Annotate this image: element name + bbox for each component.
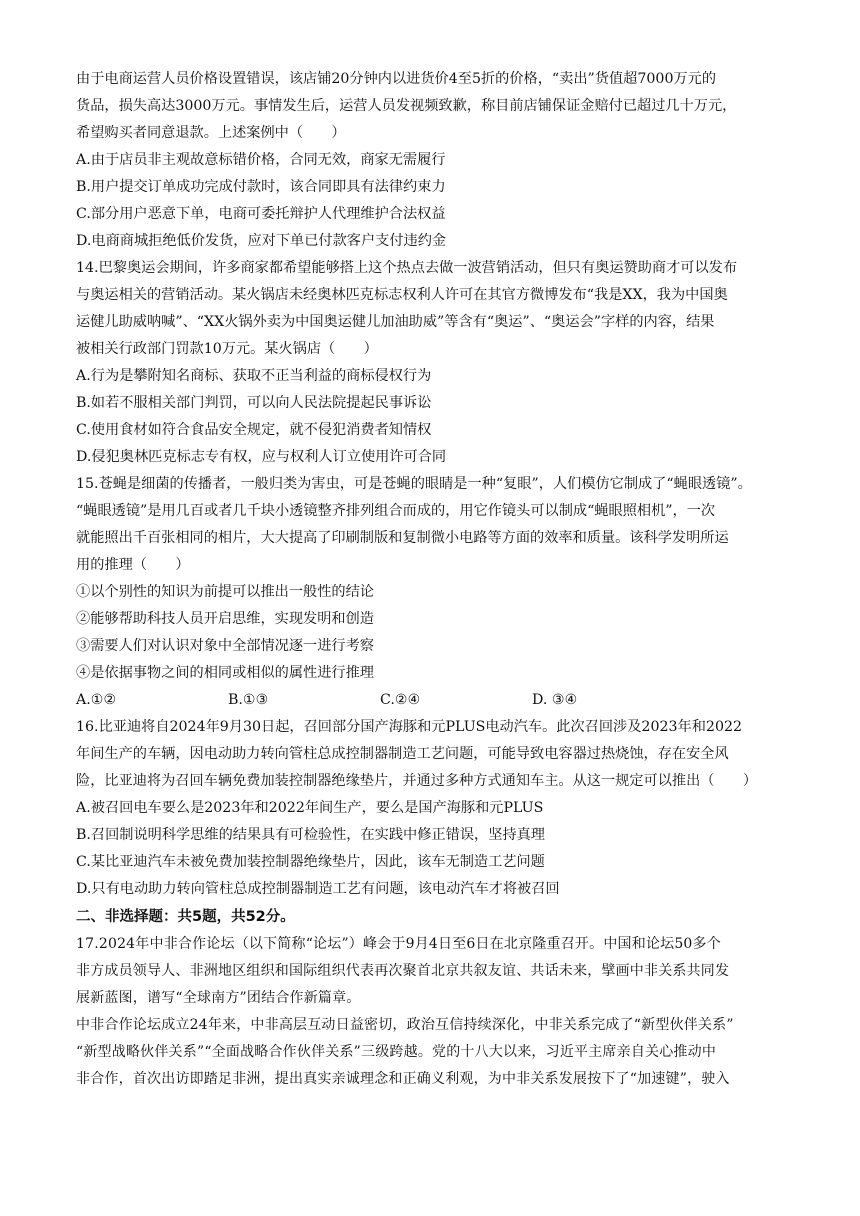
- option-d: D.侵犯奥林匹克标志专有权，应与权利人订立使用许可合同: [76, 449, 447, 465]
- question-15-stem: [76, 471, 788, 579]
- choice-row: [76, 687, 788, 714]
- question-13: [76, 66, 788, 255]
- text-line: 展新蓝图，谱写“全球南方”团结合作新篇章。: [76, 990, 361, 1006]
- statement-4: ④是依据事物之间的相同或相似的属性进行推理: [76, 665, 374, 681]
- option-b: B.召回制说明科学思维的结果具有可检验性，在实践中修正错误，坚持真理: [76, 827, 545, 843]
- choice-c: C.②④: [380, 692, 421, 708]
- text-line: 用的推理（ ）: [76, 557, 190, 573]
- text-line: 14.巴黎奥运会期间，许多商家都希望能够搭上这个热点去做一波营销活动，但只有奥运赞助商才可以发布: [76, 260, 738, 276]
- option-d: D.只有电动助力转向管柱总成控制器制造工艺有问题，该电动汽车才将被召回: [76, 881, 560, 897]
- text-line: 与奥运相关的营销活动。某火锅店未经奥林匹克标志权利人许可在其官方微博发布“我是XX，我为中国奥: [76, 287, 728, 303]
- text-line: 中非合作论坛成立24年来，中非高层互动日益密切，政治互信持续深化，中非关系完成了“新型伙伴关系”: [76, 1017, 734, 1033]
- option-a: A.被召回电车要么是2023年和2022年间生产，要么是国产海豚和元PLUS: [76, 800, 544, 816]
- text-line: 非合作，首次出访即踏足非洲，提出真实亲诚理念和正确义利观，为中非关系发展按下了“加速键”，驶入: [76, 1071, 730, 1087]
- question-17-stem: [76, 931, 788, 1012]
- choice-d: D. ③④: [532, 692, 578, 708]
- question-17-material: [76, 1012, 788, 1093]
- option-c: C.使用食材如符合食品安全规定，就不侵犯消费者知情权: [76, 422, 432, 438]
- choice-b: B.①③: [228, 692, 269, 708]
- text-line: “蝇眼透镜”是用几百或者几千块小透镜整齐排列组合而成的，用它作镜头可以制成“蝇眼照相机”，一次: [76, 503, 716, 519]
- question-13-stem: [76, 66, 788, 147]
- section-heading: 二、非选择题：共5题，共52分。: [76, 909, 295, 925]
- text-line: 运健儿助威呐喊”、“XX火锅外卖为中国奥运健儿加油助威”等含有“奥运”、“奥运会”字样的内容，结果: [76, 314, 715, 330]
- option-b: B.如若不服相关部门判罚，可以向人民法院提起民事诉讼: [76, 395, 432, 411]
- option-c: C.某比亚迪汽车未被免费加装控制器绝缘垫片，因此，该车无制造工艺问题: [76, 854, 545, 870]
- text-line: 16.比亚迪将自2024年9月30日起，召回部分国产海豚和元PLUS电动汽车。此次召回涉及2023年和2022: [76, 719, 743, 735]
- option-b: B.用户提交订单成功完成付款时，该合同即具有法律约束力: [76, 179, 446, 195]
- text-line: 险，比亚迪将为召回车辆免费加装控制器绝缘垫片，并通过多种方式通知车主。从这一规定可以推出（ ）: [76, 773, 758, 789]
- question-14-stem: [76, 255, 788, 363]
- text-line: 17.2024年中非合作论坛（以下简称“论坛”）峰会于9月4日至6日在北京隆重召开。中国和论坛50多个: [76, 936, 721, 952]
- text-line: 被相关行政部门罚款10万元。某火锅店（ ）: [76, 341, 378, 357]
- question-14: [76, 255, 788, 471]
- text-line: 就能照出千百张相同的相片，大大提高了印刷制版和复制微小电路等方面的效率和质量。该科学发明所运: [76, 530, 729, 546]
- text-line: 15.苍蝇是细菌的传播者，一般归类为害虫，可是苍蝇的眼睛是一种“复眼”，人们模仿它制成了“蝇眼透镜”。: [76, 476, 752, 492]
- statement-3: ③需要人们对认识对象中全部情况逐一进行考察: [76, 638, 374, 654]
- question-17: [76, 931, 788, 1093]
- question-16-stem: [76, 714, 788, 795]
- text-line: 年间生产的车辆，因电动助力转向管柱总成控制器制造工艺问题，可能导致电容器过热烧蚀，存在安全风: [76, 746, 729, 762]
- option-a: A.由于店员非主观故意标错价格，合同无效，商家无需履行: [76, 152, 446, 168]
- text-line: 希望购买者同意退款。上述案例中（ ）: [76, 125, 346, 141]
- statement-1: ①以个别性的知识为前提可以推出一般性的结论: [76, 584, 374, 600]
- option-d: D.电商商城拒绝低价发货，应对下单已付款客户支付违约金: [76, 233, 447, 249]
- question-15: [76, 471, 788, 714]
- document-page: [76, 66, 788, 1093]
- option-c: C.部分用户恶意下单，电商可委托辩护人代理维护合法权益: [76, 206, 446, 222]
- question-16: [76, 714, 788, 903]
- option-a: A.行为是攀附知名商标、获取不正当利益的商标侵权行为: [76, 368, 432, 384]
- text-line: 货品，损失高达3000万元。事情发生后，运营人员发视频致歉，称目前店铺保证金赔付已超过几十万元，: [76, 98, 737, 114]
- text-line: 非方成员领导人、非洲地区组织和国际组织代表再次聚首北京共叙友谊、共话未来，擘画中非关系共同发: [76, 963, 730, 979]
- text-line: 由于电商运营人员价格设置错误，该店铺20分钟内以进货价4至5折的价格，“卖出”货值超7000万元的: [76, 71, 717, 87]
- text-line: “新型战略伙伴关系”“全面战略合作伙伴关系”三级跨越。党的十八大以来，习近平主席亲自关心推动中: [76, 1044, 717, 1060]
- statement-2: ②能够帮助科技人员开启思维，实现发明和创造: [76, 611, 374, 627]
- choice-a: A.①②: [76, 692, 117, 708]
